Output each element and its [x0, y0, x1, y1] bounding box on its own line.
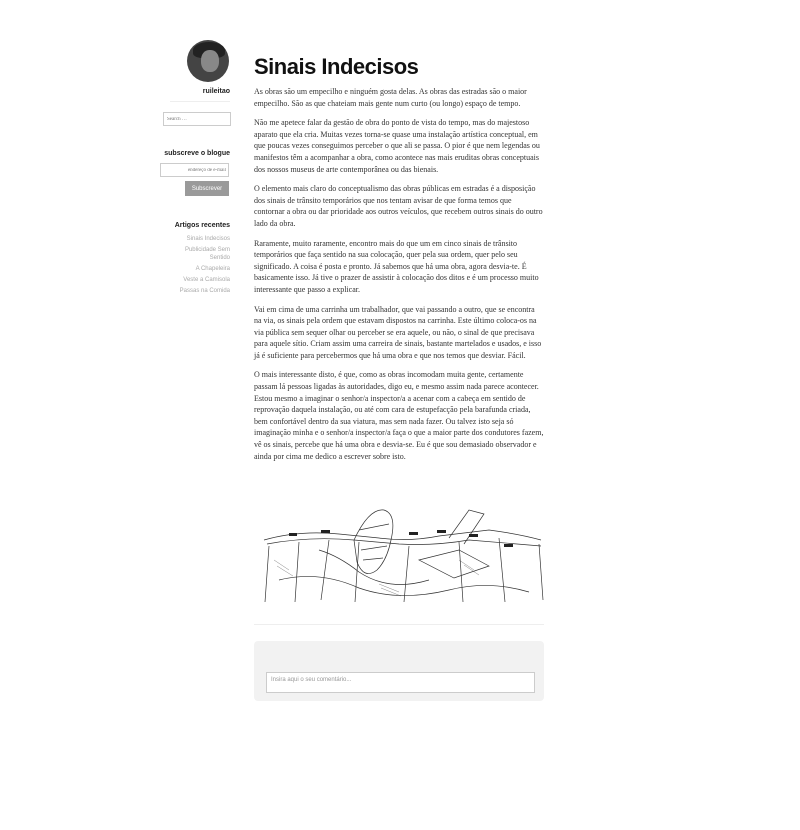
recent-post-link[interactable]: Passas na Comida: [179, 288, 230, 294]
avatar-face: [201, 50, 219, 72]
post-paragraph: As obras são um empecilho e ninguém gosta delas. As obras das estradas são o maior empecilho. São as que chateiam mais gente num curto (ou longo) espaço de tempo.: [254, 87, 527, 108]
subscribe-button[interactable]: Subscrever: [185, 181, 229, 196]
recent-post-link[interactable]: Veste a Camisola: [183, 277, 230, 283]
subscribe-heading: subscreve o blogue: [164, 150, 230, 157]
post-divider: [254, 624, 544, 625]
comment-input[interactable]: Insira aqui o seu comentário...: [266, 672, 535, 693]
post-content: [254, 53, 544, 701]
page-title[interactable]: Sinais Indecisos: [254, 54, 419, 79]
recent-post-link[interactable]: Publicidade Sem Sentido: [184, 247, 230, 261]
comment-form: [254, 641, 544, 701]
post-paragraph: O elemento mais claro do conceptualismo das obras públicas em estradas é a disposição dos sinais de trânsito temporários que nos tentam avisar de que forma temos que contornar a obra ou dar prioridade aos outros veículos, que recebem outros sinais do outro lado da obra.: [254, 184, 543, 228]
recent-posts-list: [150, 235, 230, 295]
post-paragraph: Não me apetece falar da gestão de obra do ponto de vista do tempo, mas do majestoso aparato que ela cria. Muitas vezes torna-se quase uma instalação artística conceptual, em que poucas vezes conseguimos perceber o que ali se passa. O pior é que nem legendas ou manifestos têm a acompanhar a obra, como acontece nas mais eruditas obras conceptuais dos nossos museus de arte contemporânea ou das bienais.: [254, 118, 540, 174]
post-body: [254, 86, 544, 462]
author-username[interactable]: ruileitao: [202, 88, 230, 95]
search-input[interactable]: [163, 112, 231, 126]
road-signs-illustration: [259, 500, 544, 605]
sidebar: [150, 40, 230, 295]
post-paragraph: Raramente, muito raramente, encontro mais do que um em cinco sinais de trânsito temporários que faça sentido na sua colocação, quer pela sua ordem, quer pelo seu significado. A coisa é posta e pronto. Já sabemos que há uma obra, agora desvia-te. É basicamente isso. Já tive o prazer de assistir à colocação dos ditos e é um processo muito interessante que passo a explicar.: [254, 238, 539, 294]
sidebar-divider: [170, 101, 230, 102]
recent-post-link[interactable]: Sinais Indecisos: [186, 236, 230, 242]
email-field[interactable]: [160, 163, 229, 177]
recent-posts-heading: Artigos recentes: [174, 222, 230, 229]
post-paragraph: Vai em cima de uma carrinha um trabalhador, que vai passando a outro, que se encontra na via, os sinais pela ordem que estavam dispostos na carrinha. Este último coloca-os na via pública sem sequer olhar ou perceber se era aquele, ou não, o sinal de que precisava para aquele sítio. Criam assim uma carreira de sinais, bastante martelados e usados, e isso já é suficiente para percebermos que há uma obra e que nos temos que desviar. Fácil.: [254, 304, 542, 360]
avatar[interactable]: [187, 40, 229, 82]
post-paragraph: O mais interessante disto, é que, como as obras incomodam muita gente, certamente passam lá pessoas ligadas às autoridades, digo eu, e mesmo assim nada parece acontecer. Estou mesmo a imaginar o senhor/a inspector/a a acenar com a cabeça em sentido de reprovação daquela instalação, ou até com cara de estupefacção pela barafunda criada, bem confortável dentro da sua viatura, mas sem nada fazer. Ou talvez isto seja só imaginação minha e o senhor/a inspector/a faça o que a maior parte dos condutores fazem, vê os sinais, percebe que há uma obra e desvia-se. Eu é que sou demasiado observador e ainda por cima me dedico a escrever sobre isto.: [254, 370, 544, 461]
recent-post-link[interactable]: A Chapeleira: [195, 266, 230, 272]
